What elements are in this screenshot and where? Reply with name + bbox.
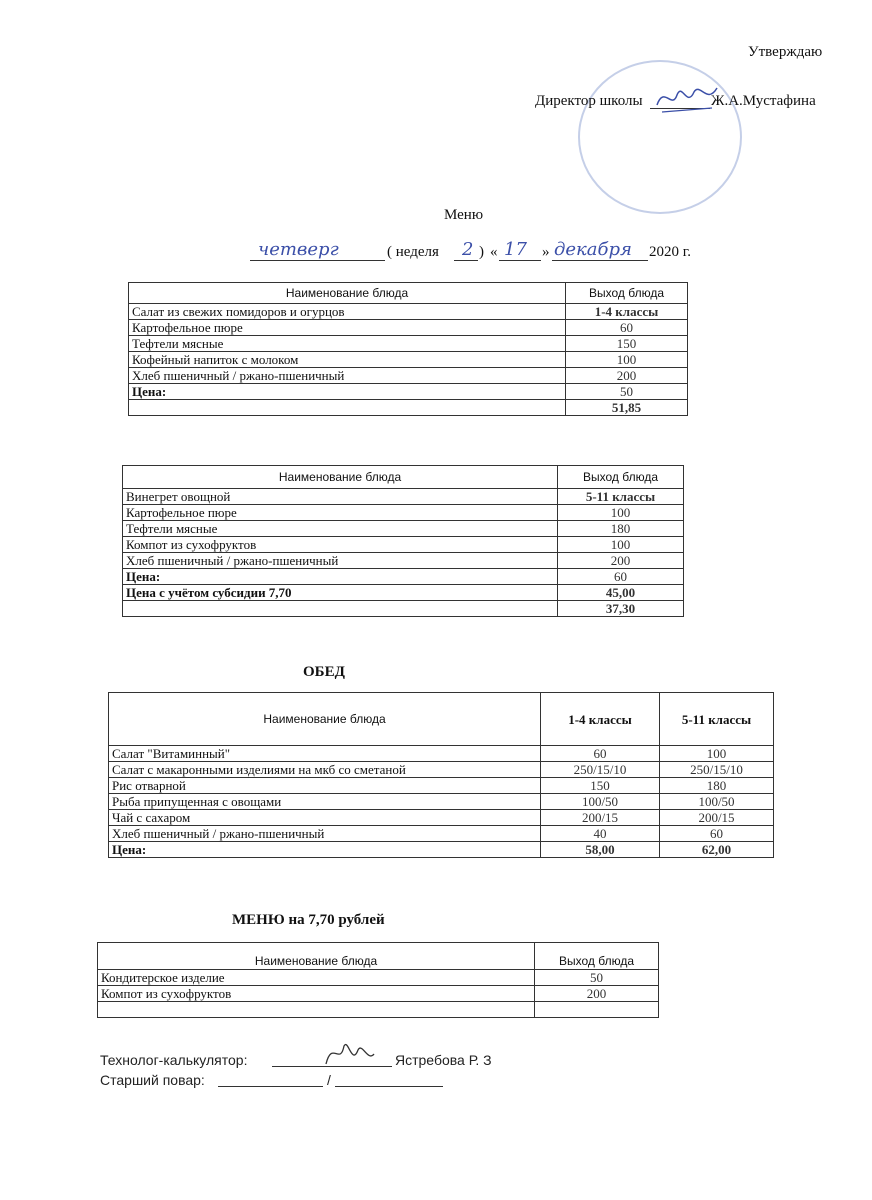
table-row: Винегрет овощной 5-11 классы	[123, 489, 684, 505]
table-header	[109, 693, 774, 746]
date-handwritten: 17	[504, 239, 527, 260]
menu770-table	[97, 942, 659, 1018]
table-row: Хлеб пшеничный / ржано-пшеничный 200	[129, 368, 688, 384]
chef-separator: /	[327, 1072, 331, 1088]
table-row: Тефтели мясные 150	[129, 336, 688, 352]
head-5-11: 5-11 классы	[660, 693, 774, 746]
table-header	[98, 943, 659, 970]
technologist-label: Технолог-калькулятор:	[100, 1052, 248, 1068]
quote-close: »	[542, 244, 550, 260]
head-1-4: 1-4 классы	[541, 693, 660, 746]
technologist-name: Ястребова Р. З	[395, 1052, 492, 1068]
menu770-title: МЕНЮ на 7,70 рублей	[232, 912, 385, 928]
table-row: Хлеб пшеничный / ржано-пшеничный 200	[123, 553, 684, 569]
subsidy-row: Цена с учётом субсидии 7,70 45,00	[123, 585, 684, 601]
price-row: Цена: 60	[123, 569, 684, 585]
head-output: Выход блюда	[535, 943, 659, 970]
date-line	[250, 236, 710, 266]
director-name: Ж.А.Мустафина	[711, 93, 816, 109]
table-row: Салат из свежих помидоров и огурцов 1-4 классы	[129, 304, 688, 320]
table-row: Салат "Витаминный" 60 100	[109, 746, 774, 762]
month-handwritten: декабря	[554, 239, 632, 260]
head-name: Наименование блюда	[109, 693, 541, 746]
table-row: Хлеб пшеничный / ржано-пшеничный 40 60	[109, 826, 774, 842]
head-name: Наименование блюда	[129, 283, 566, 304]
table-header	[129, 283, 688, 304]
technologist-signature-icon	[318, 1036, 378, 1072]
week-handwritten: 2	[462, 239, 474, 260]
chef-label: Старший повар:	[100, 1072, 205, 1088]
quote-open: «	[490, 244, 498, 260]
head-name: Наименование блюда	[123, 466, 558, 489]
price-row: Цена: 58,00 62,00	[109, 842, 774, 858]
head-name: Наименование блюда	[98, 943, 535, 970]
price-row: Цена: 50	[129, 384, 688, 400]
day-handwritten: четверг	[258, 239, 339, 260]
year: 2020 г.	[649, 244, 691, 260]
head-output: Выход блюда	[558, 466, 684, 489]
table-row: Рис отварной 150 180	[109, 778, 774, 794]
week-prefix: ( неделя	[387, 244, 439, 260]
menu-title: Меню	[444, 207, 484, 223]
director-label: Директор школы	[535, 93, 643, 109]
table-row: Тефтели мясные 180	[123, 521, 684, 537]
breakfast-table-1-4	[128, 282, 688, 416]
total-row: 37,30	[123, 601, 684, 617]
head-output: Выход блюда	[566, 283, 688, 304]
table-row: Картофельное пюре 60	[129, 320, 688, 336]
lunch-table	[108, 692, 774, 858]
table-row: Салат с макаронными изделиями на мкб со сметаной 250/15/10 250/15/10	[109, 762, 774, 778]
table-row: Рыба припущенная с овощами 100/50 100/50	[109, 794, 774, 810]
table-row	[98, 1002, 659, 1018]
table-row: Картофельное пюре 100	[123, 505, 684, 521]
table-row: Компот из сухофруктов 200	[98, 986, 659, 1002]
table-row: Кофейный напиток с молоком 100	[129, 352, 688, 368]
lunch-title: ОБЕД	[303, 664, 345, 680]
breakfast-table-5-11	[122, 465, 684, 617]
total-row: 51,85	[129, 400, 688, 416]
approve-label: Утверждаю	[748, 44, 823, 60]
table-row: Чай с сахаром 200/15 200/15	[109, 810, 774, 826]
table-row: Кондитерское изделие 50	[98, 970, 659, 986]
table-header	[123, 466, 684, 489]
table-row: Компот из сухофруктов 100	[123, 537, 684, 553]
week-suffix: )	[479, 244, 484, 260]
